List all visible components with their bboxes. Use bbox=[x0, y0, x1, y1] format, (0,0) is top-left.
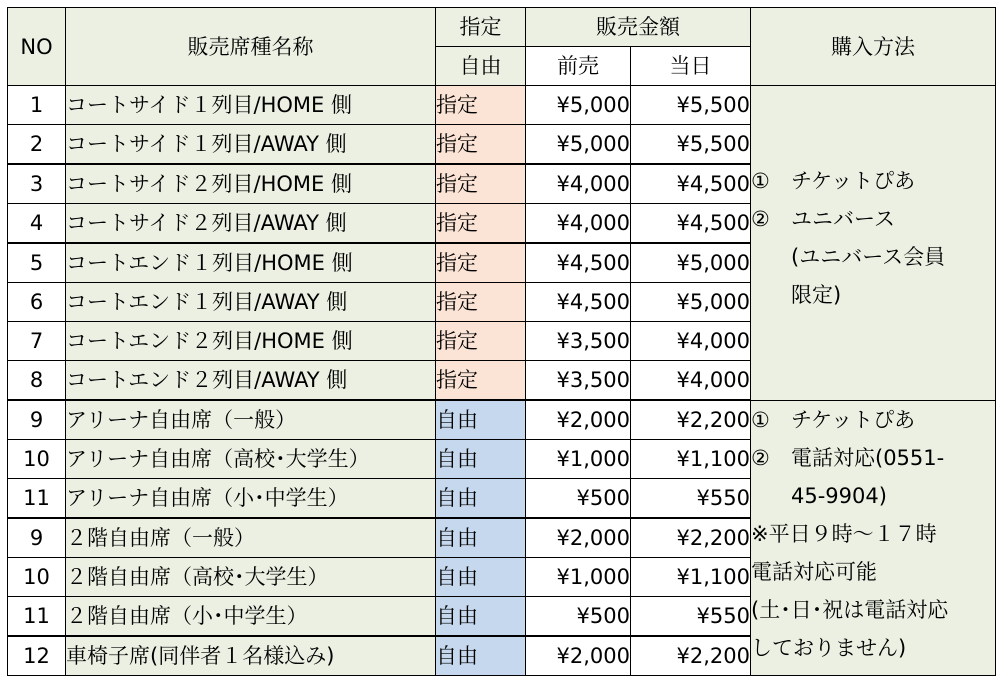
header-type-bottom: 自由 bbox=[436, 47, 526, 86]
seat-name: アリーナ自由席（小･中学生） bbox=[66, 479, 436, 519]
method-line bbox=[751, 515, 995, 553]
row-number: 10 bbox=[8, 440, 66, 479]
seat-type: 自由 bbox=[436, 400, 526, 440]
day-price: ¥550 bbox=[631, 479, 751, 519]
method-text: 電話対応可能 bbox=[751, 559, 877, 584]
advance-price: ¥1,000 bbox=[526, 558, 631, 597]
method-text: しておりません) bbox=[751, 635, 907, 660]
row-number: 8 bbox=[8, 361, 66, 401]
method-line bbox=[751, 200, 995, 238]
seat-name: コートサイド１列目/AWAY 側 bbox=[66, 125, 436, 165]
day-price: ¥4,000 bbox=[631, 361, 751, 401]
seat-name: ２階自由席（小･中学生） bbox=[66, 597, 436, 637]
row-number: 7 bbox=[8, 322, 66, 361]
day-price: ¥1,100 bbox=[631, 558, 751, 597]
method-line bbox=[751, 591, 995, 629]
seat-name: コートサイド２列目/AWAY 側 bbox=[66, 204, 436, 244]
row-number: 6 bbox=[8, 283, 66, 322]
seat-type: 自由 bbox=[436, 440, 526, 479]
advance-price: ¥4,000 bbox=[526, 204, 631, 244]
table-body bbox=[8, 86, 996, 676]
day-price: ¥5,000 bbox=[631, 243, 751, 283]
row-number: 2 bbox=[8, 125, 66, 165]
header-price: 販売金額 bbox=[526, 8, 751, 47]
seat-type: 指定 bbox=[436, 204, 526, 244]
row-number: 1 bbox=[8, 86, 66, 125]
row-number: 4 bbox=[8, 204, 66, 244]
seat-name: コートサイド２列目/HOME 側 bbox=[66, 164, 436, 204]
seat-type: 自由 bbox=[436, 479, 526, 519]
header-seat-name: 販売席種名称 bbox=[66, 8, 436, 86]
day-price: ¥1,100 bbox=[631, 440, 751, 479]
method-text: 45-9904) bbox=[791, 483, 887, 508]
circled-number: ① bbox=[751, 169, 770, 193]
header-no: NO bbox=[8, 8, 66, 86]
day-price: ¥5,500 bbox=[631, 86, 751, 125]
seat-name: アリーナ自由席（一般） bbox=[66, 400, 436, 440]
advance-price: ¥2,000 bbox=[526, 518, 631, 558]
advance-price: ¥3,500 bbox=[526, 361, 631, 401]
advance-price: ¥3,500 bbox=[526, 322, 631, 361]
header-day: 当日 bbox=[631, 47, 751, 86]
seat-name: コートサイド１列目/HOME 側 bbox=[66, 86, 436, 125]
advance-price: ¥4,000 bbox=[526, 164, 631, 204]
method-text: チケットぴあ bbox=[791, 407, 916, 432]
seat-type: 自由 bbox=[436, 558, 526, 597]
method-text: ※平日９時～１７時 bbox=[751, 521, 937, 546]
day-price: ¥550 bbox=[631, 597, 751, 637]
seat-name: ２階自由席（一般） bbox=[66, 518, 436, 558]
day-price: ¥5,000 bbox=[631, 283, 751, 322]
seat-type: 自由 bbox=[436, 597, 526, 637]
method-text: チケットぴあ bbox=[791, 169, 916, 193]
seat-type: 指定 bbox=[436, 164, 526, 204]
table-row bbox=[8, 86, 996, 125]
row-number: 12 bbox=[8, 636, 66, 676]
method-line bbox=[751, 401, 995, 439]
seat-name: ２階自由席（高校･大学生） bbox=[66, 558, 436, 597]
method-line bbox=[751, 86, 995, 124]
row-number: 11 bbox=[8, 597, 66, 637]
method-line bbox=[751, 553, 995, 591]
method-line bbox=[751, 477, 995, 515]
advance-price: ¥2,000 bbox=[526, 400, 631, 440]
purchase-method-free bbox=[751, 400, 996, 676]
circled-number: ① bbox=[751, 407, 770, 432]
seat-name: コートエンド２列目/HOME 側 bbox=[66, 322, 436, 361]
method-line bbox=[751, 629, 995, 667]
seat-type: 指定 bbox=[436, 361, 526, 401]
advance-price: ¥500 bbox=[526, 479, 631, 519]
advance-price: ¥1,000 bbox=[526, 440, 631, 479]
method-text: 限定) bbox=[791, 283, 842, 307]
method-text: ユニバース bbox=[791, 207, 895, 231]
circled-number: ② bbox=[751, 445, 770, 470]
seat-type: 自由 bbox=[436, 636, 526, 676]
row-number: 5 bbox=[8, 243, 66, 283]
method-text: (ユニバース会員 bbox=[791, 245, 946, 269]
row-number: 3 bbox=[8, 164, 66, 204]
day-price: ¥5,500 bbox=[631, 125, 751, 165]
ticket-price-table bbox=[7, 7, 996, 676]
header-method: 購入方法 bbox=[751, 8, 996, 86]
header-type-top: 指定 bbox=[436, 8, 526, 47]
seat-type: 自由 bbox=[436, 518, 526, 558]
seat-name: アリーナ自由席（高校･大学生） bbox=[66, 440, 436, 479]
seat-name: コートエンド１列目/AWAY 側 bbox=[66, 283, 436, 322]
advance-price: ¥5,000 bbox=[526, 125, 631, 165]
advance-price: ¥4,500 bbox=[526, 243, 631, 283]
row-number: 11 bbox=[8, 479, 66, 519]
seat-name: コートエンド２列目/AWAY 側 bbox=[66, 361, 436, 401]
day-price: ¥4,500 bbox=[631, 164, 751, 204]
day-price: ¥4,500 bbox=[631, 204, 751, 244]
advance-price: ¥5,000 bbox=[526, 86, 631, 125]
day-price: ¥2,200 bbox=[631, 636, 751, 676]
header-advance: 前売 bbox=[526, 47, 631, 86]
row-number: 10 bbox=[8, 558, 66, 597]
row-number: 9 bbox=[8, 518, 66, 558]
method-line bbox=[751, 162, 995, 200]
method-line bbox=[751, 276, 995, 314]
row-number: 9 bbox=[8, 400, 66, 440]
method-text: (土･日･祝は電話対応 bbox=[751, 597, 949, 622]
day-price: ¥2,200 bbox=[631, 400, 751, 440]
seat-type: 指定 bbox=[436, 86, 526, 125]
day-price: ¥2,200 bbox=[631, 518, 751, 558]
method-line bbox=[751, 238, 995, 276]
table-row bbox=[8, 400, 996, 440]
seat-type: 指定 bbox=[436, 322, 526, 361]
seat-name: コートエンド１列目/HOME 側 bbox=[66, 243, 436, 283]
purchase-method-reserved bbox=[751, 86, 996, 401]
advance-price: ¥2,000 bbox=[526, 636, 631, 676]
seat-type: 指定 bbox=[436, 243, 526, 283]
day-price: ¥4,000 bbox=[631, 322, 751, 361]
circled-number: ② bbox=[751, 207, 770, 231]
method-line bbox=[751, 439, 995, 477]
method-text: 電話対応(0551- bbox=[791, 445, 945, 470]
method-line bbox=[751, 124, 995, 162]
seat-name: 車椅子席(同伴者１名様込み) bbox=[66, 636, 436, 676]
seat-type: 指定 bbox=[436, 125, 526, 165]
advance-price: ¥500 bbox=[526, 597, 631, 637]
seat-type: 指定 bbox=[436, 283, 526, 322]
advance-price: ¥4,500 bbox=[526, 283, 631, 322]
